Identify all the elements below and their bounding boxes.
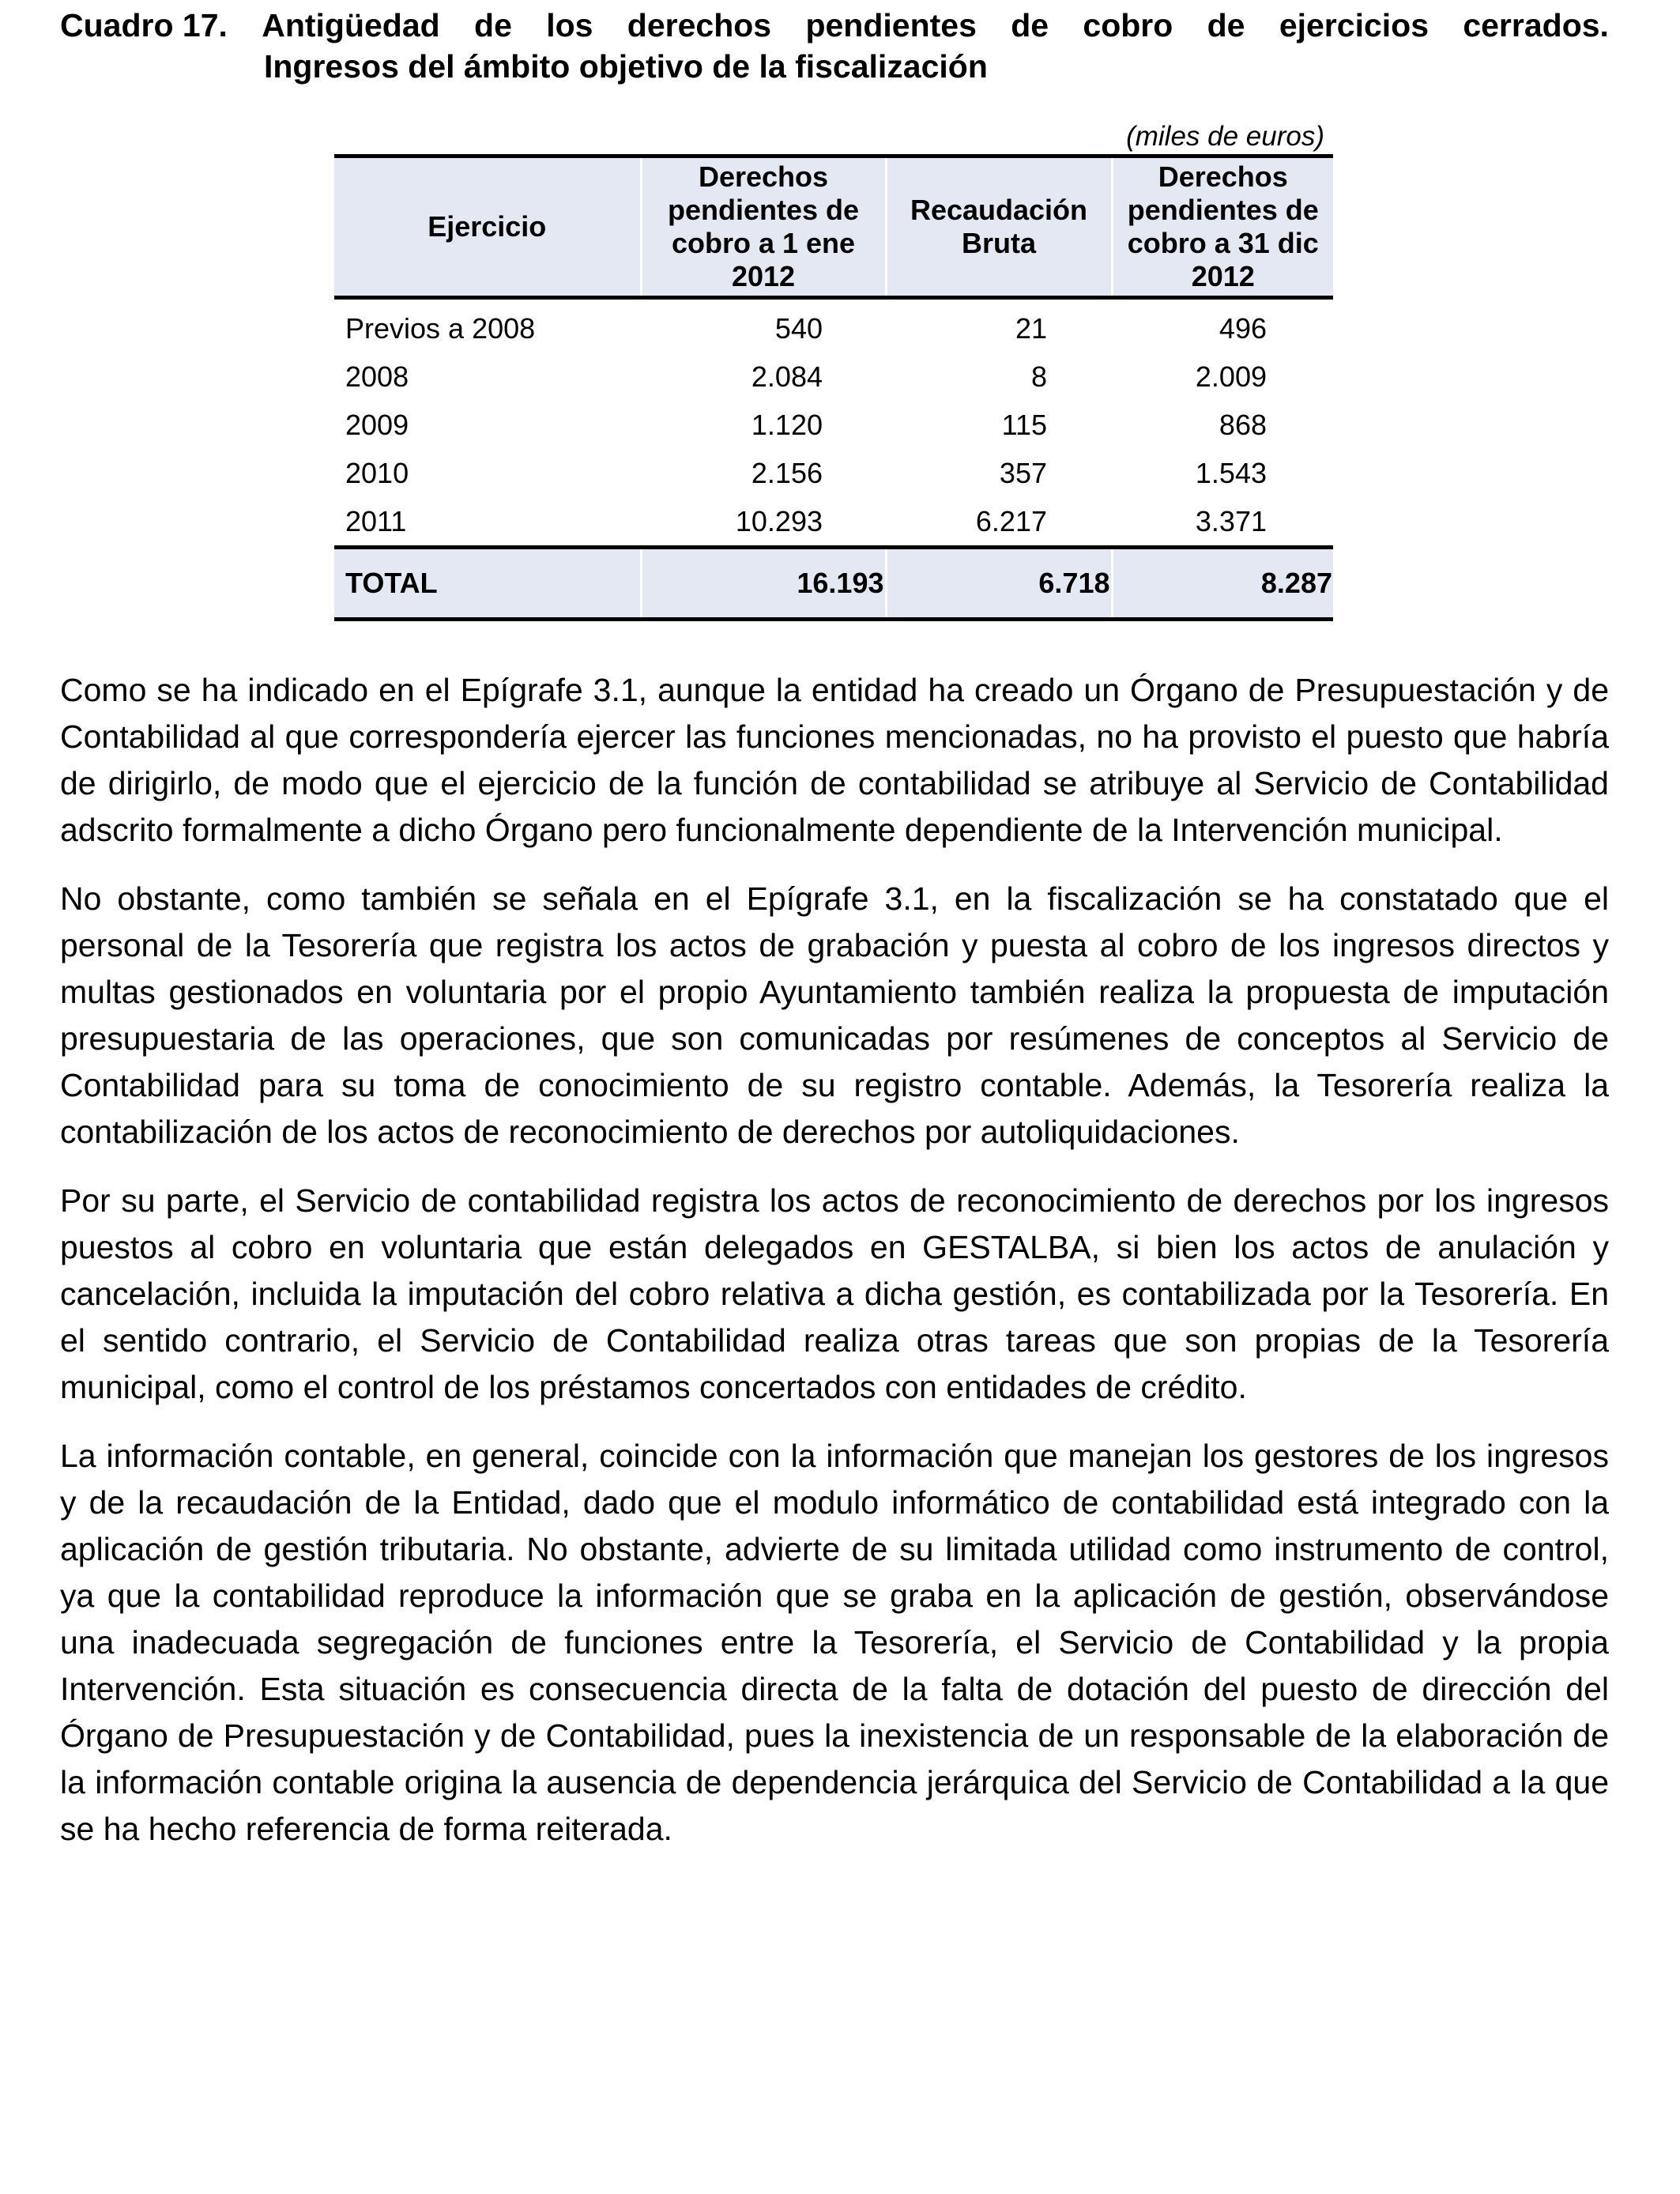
caption-word: Antigüedad <box>262 7 440 43</box>
table-header-row <box>334 156 1333 298</box>
body-text <box>60 667 1609 1875</box>
paragraph: La información contable, en general, coincide con la información que manejan los gestores de los ingresos y de la recaudación de la Entidad, dado que el modulo informático de contabilidad está integrado con la aplicación de gestión tributaria. No obstante, advierte de su limitada utilidad como instrumento de control, ya que la contabilidad reproduce la información que se graba en la aplicación de gestión, observándose una inadecuada segregación de funciones entre la Tesorería, el Servicio de Contabilidad y la propia Intervención. Esta situación es consecuencia directa de la falta de dotación del puesto de dirección del Órgano de Presupuestación y de Contabilidad, pues la inexistencia de un responsable de la elaboración de la información contable origina la ausencia de dependencia jerárquica del Servicio de Contabilidad a la que se ha hecho referencia de forma reiterada. <box>60 1438 1609 1847</box>
paragraph: Como se ha indicado en el Epígrafe 3.1, aunque la entidad ha creado un Órgano de Presupuestación y de Contabilidad al que correspondería ejercer las funciones mencionadas, no ha provisto el puesto que habría de dirigirlo, de modo que el ejercicio de la función de contabilidad se atribuye al Servicio de Contabilidad adscrito formalmente a dicho Órgano pero funcionalmente dependiente de la Intervención municipal. <box>60 672 1609 848</box>
cell-value: 540 <box>774 312 823 345</box>
paragraph: Por su parte, el Servicio de contabilidad registra los actos de reconocimiento de derechos por los ingresos puestos al cobro en voluntaria que están delegados en GESTALBA, si bien los actos de anulación y cancelación, incluida la imputación del cobro relativa a dicha gestión, es contabilizada por la Tesorería. En el sentido contrario, el Servicio de Contabilidad realiza otras tareas que son propias de la Tesorería municipal, como el control de los préstamos concertados con entidades de crédito. <box>60 1182 1609 1405</box>
caption-word: derechos <box>627 7 772 43</box>
cell-value: 10.293 <box>735 505 823 537</box>
units-note: (miles de euros) <box>1126 121 1324 152</box>
caption-line-1 <box>60 5 1609 46</box>
cell-value: 6.217 <box>975 505 1047 537</box>
table-row <box>334 298 1333 353</box>
cell-ejercicio: 2010 <box>345 457 409 489</box>
caption-word: de <box>1207 7 1245 43</box>
cell-value: 21 <box>1015 312 1047 345</box>
table-row <box>334 449 1333 497</box>
table-row <box>334 401 1333 449</box>
caption-line-2: Ingresos del ámbito objetivo de la fiscalización <box>264 48 988 85</box>
data-table <box>334 154 1333 621</box>
header-pendientes-inicio: Derechos pendientes de cobro a 1 ene 2012 <box>641 156 886 298</box>
caption-word: Cuadro 17. <box>60 7 228 43</box>
cell-value: 2.009 <box>1195 360 1267 393</box>
table-caption <box>60 5 1609 87</box>
table-row <box>334 497 1333 548</box>
cell-value: 2.084 <box>751 360 823 393</box>
cell-ejercicio: Previos a 2008 <box>345 312 536 345</box>
total-value: 8.287 <box>1112 548 1333 620</box>
cell-value: 115 <box>1001 409 1047 441</box>
table-row <box>334 352 1333 401</box>
cell-ejercicio: 2009 <box>345 409 409 441</box>
header-recaudacion: Recaudación Bruta <box>886 156 1112 298</box>
data-table-container <box>334 154 1333 621</box>
cell-value: 357 <box>999 457 1047 489</box>
caption-word: de <box>1011 7 1049 43</box>
paragraph: No obstante, como también se señala en el Epígrafe 3.1, en la fiscalización se ha constatado que el personal de la Tesorería que registra los actos de grabación y puesta al cobro de los ingresos directos y multas gestionados en voluntaria por el propio Ayuntamiento también realiza la propuesta de imputación presupuestaria de las operaciones, que son comunicadas por resúmenes de conceptos al Servicio de Contabilidad para su toma de conocimiento de su registro contable. Además, la Tesorería realiza la contabilización de los actos de reconocimiento de derechos por autoliquidaciones. <box>60 880 1609 1150</box>
total-value: 16.193 <box>641 548 886 620</box>
cell-value: 1.543 <box>1195 457 1267 489</box>
cell-ejercicio: 2011 <box>345 505 407 537</box>
cell-value: 3.371 <box>1195 505 1267 537</box>
total-value: 6.718 <box>886 548 1112 620</box>
header-pendientes-fin: Derechos pendientes de cobro a 31 dic 2012 <box>1112 156 1333 298</box>
total-label: TOTAL <box>334 548 641 620</box>
table-total-row <box>334 548 1333 620</box>
header-ejercicio: Ejercicio <box>334 156 641 298</box>
cell-value: 868 <box>1219 409 1267 441</box>
caption-word: cobro <box>1083 7 1173 43</box>
caption-word: pendientes <box>805 7 977 43</box>
cell-value: 8 <box>1030 360 1047 393</box>
caption-word: de <box>474 7 512 43</box>
caption-word: cerrados. <box>1463 7 1609 43</box>
caption-word: ejercicios <box>1279 7 1429 43</box>
cell-ejercicio: 2008 <box>345 360 409 393</box>
caption-word: los <box>546 7 593 43</box>
cell-value: 2.156 <box>751 457 823 489</box>
cell-value: 496 <box>1219 312 1267 345</box>
cell-value: 1.120 <box>751 409 823 441</box>
